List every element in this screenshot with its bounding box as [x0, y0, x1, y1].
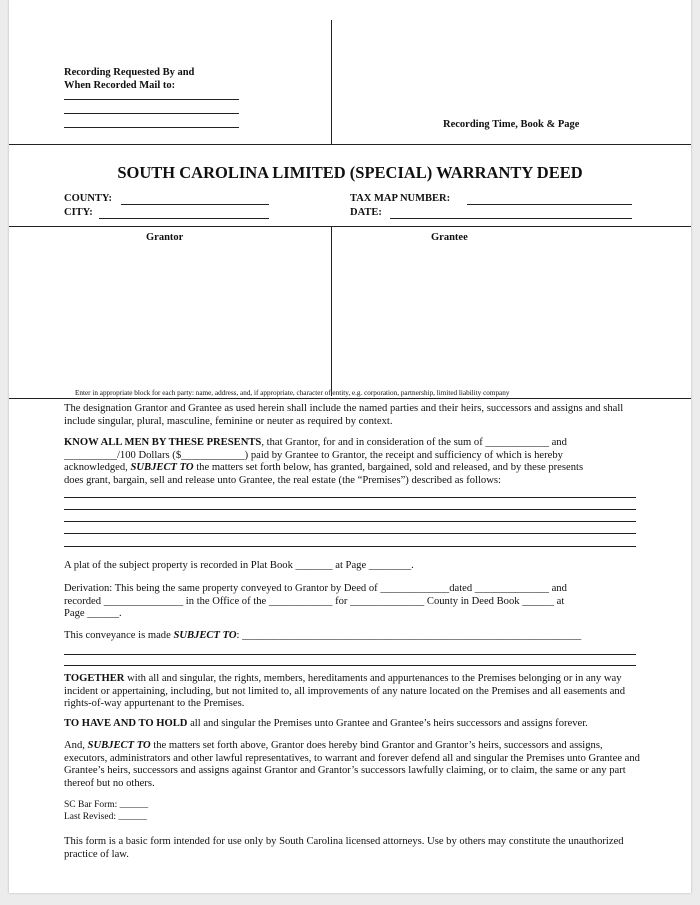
parties-top-rule — [9, 226, 691, 227]
conveyance-line[interactable] — [64, 665, 636, 666]
sc-bar-form: SC Bar Form: ______ — [64, 800, 149, 810]
header-bottom-rule — [9, 144, 691, 145]
mail-to-line[interactable] — [64, 99, 239, 100]
description-line[interactable] — [64, 509, 636, 510]
plat-paragraph: A plat of the subject property is recorded in Plat Book _______ at Page ________. — [64, 560, 414, 571]
mail-to-line[interactable] — [64, 127, 239, 128]
habendum-paragraph: TO HAVE AND TO HOLD all and singular the Premises unto Grantee and Grantee’s heirs successors and assigns forever. — [64, 718, 588, 729]
description-line[interactable] — [64, 533, 636, 534]
last-revised: Last Revised: ______ — [64, 812, 147, 822]
together-paragraph: TOGETHER with all and singular, the rights, members, hereditaments and appurtenances to the Premises belonging or in any way incident or appertaining, including, but not limited to, all improvements of any nature located on the Premises and all easements and rights-of-way appurtenant to the Premises. — [64, 673, 626, 710]
tax-map-field[interactable] — [467, 204, 632, 205]
recording-time-label: Recording Time, Book & Page — [443, 119, 580, 130]
tax-map-label: TAX MAP NUMBER: — [350, 193, 451, 204]
recording-requested: Recording Requested By and When Recorded Mail to: — [64, 67, 195, 91]
deed-page — [9, 0, 691, 893]
grantor-label: Grantor — [146, 232, 184, 243]
county-label: COUNTY: — [64, 193, 113, 204]
know-all-men-paragraph: KNOW ALL MEN BY THESE PRESENTS, that Grantor, for and in consideration of the sum of ____________ and __________/100 Dollars ($____________) paid by Grantee to Grantor, the receipt and sufficiency of which is hereby acknowledged, SUBJECT TO the matters set forth below, has granted, bargained, sold and released, and by these presents does grant, bargain, sell and release unto Grantee, the real estate (the “Premises”) described as follows: — [64, 437, 584, 486]
grantee-label: Grantee — [431, 232, 468, 243]
header-divider — [331, 20, 332, 145]
date-label: DATE: — [350, 207, 382, 218]
county-field[interactable] — [121, 204, 269, 205]
deed-title: SOUTH CAROLINA LIMITED (SPECIAL) WARRANTY DEED — [117, 163, 583, 182]
derivation-paragraph: Derivation: This being the same property conveyed to Grantor by Deed of _____________dated ______________ and recorded _______________ in the Office of the ____________ for ______________ County in Deed Book ______ at Page ______. — [64, 583, 567, 620]
date-field[interactable] — [390, 218, 632, 219]
disclaimer-paragraph: This form is a basic form intended for use only by South Carolina licensed attorneys. Use by others may constitute the unauthorized practice of law. — [64, 836, 624, 860]
description-line[interactable] — [64, 521, 636, 522]
conveyance-paragraph: This conveyance is made SUBJECT TO: ________________________________________________________________ — [64, 630, 582, 641]
parties-instruction: Enter in appropriate block for each party: name, address, and, if appropriate, character of entity, e.g. corporation, partnership, limited liability company — [75, 389, 510, 397]
designation-paragraph: The designation Grantor and Grantee as used herein shall include the named parties and their heirs, successors and assigns and shall include singular, plural, masculine, feminine or neuter as required by context. — [64, 403, 624, 427]
city-label: CITY: — [64, 207, 93, 218]
parties-bottom-rule — [9, 398, 691, 399]
grantee-block[interactable] — [332, 246, 691, 386]
warranty-paragraph: And, SUBJECT TO the matters set forth above, Grantor does hereby bind Grantor and Grantor’s heirs, successors and assigns, executors, administrators and other lawful representatives, to warrant and forever defend all and singular the Premises unto Grantee and Grantee’s heirs, successors and assigns against Grantor and Grantor’s successors lawfully claiming, or to claim, the same or any part thereof but no others. — [64, 740, 640, 789]
description-line[interactable] — [64, 497, 636, 498]
description-line[interactable] — [64, 546, 636, 547]
mail-to-line[interactable] — [64, 113, 239, 114]
conveyance-line[interactable] — [64, 654, 636, 655]
city-field[interactable] — [99, 218, 269, 219]
grantor-block[interactable] — [9, 246, 330, 386]
